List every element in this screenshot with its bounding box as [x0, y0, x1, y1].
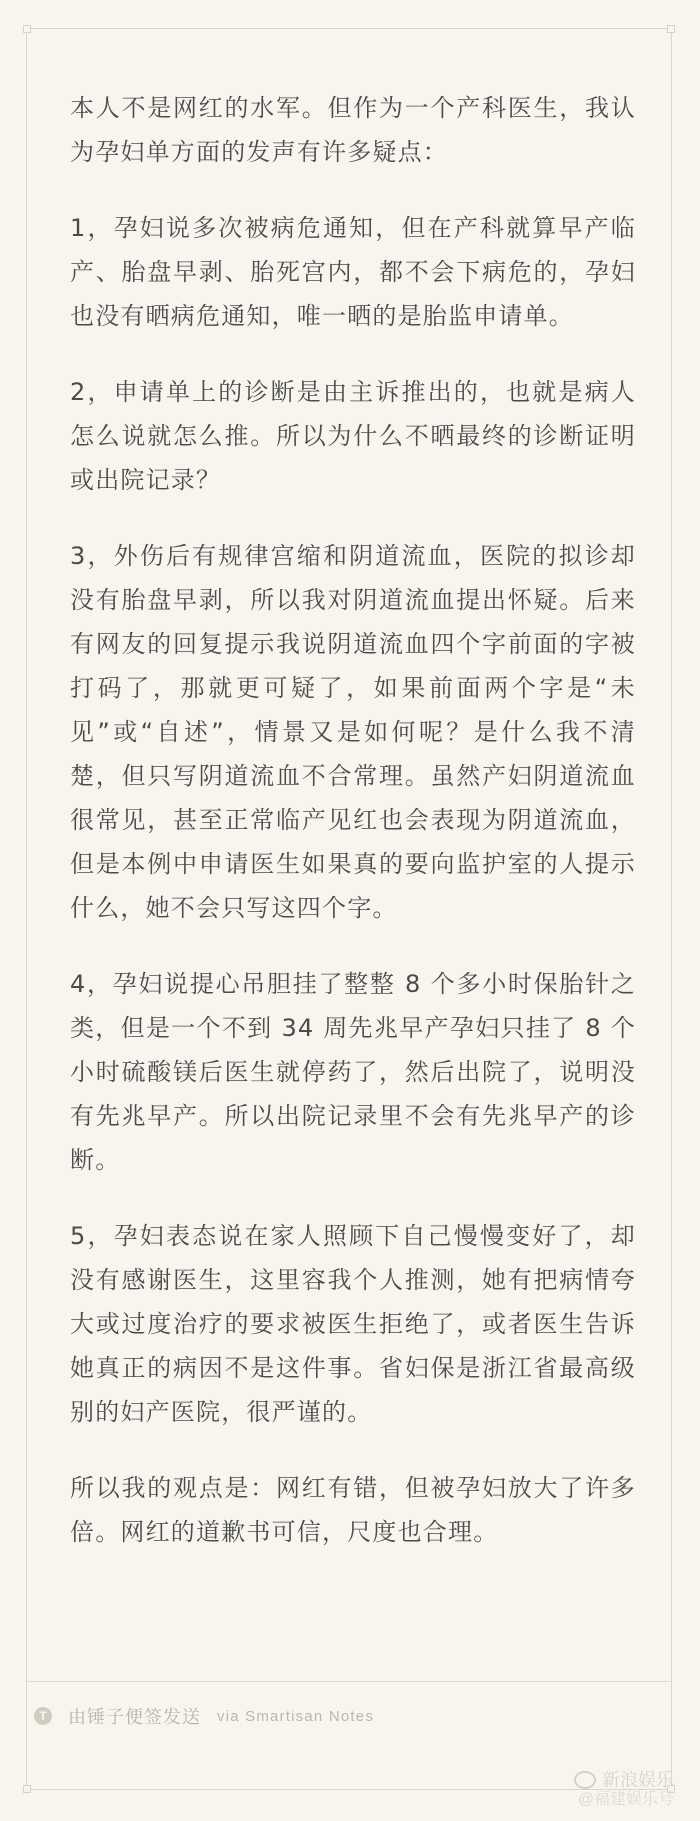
note-footer: [34, 1703, 374, 1729]
footer-divider: [26, 1681, 672, 1682]
note-paragraph-4: 4，孕妇说提心吊胆挂了整整 8 个多小时保胎针之类，但是一个不到 34 周先兆早产孕妇只挂了 8 个小时硫酸镁后医生就停药了，然后出院了，说明没有先兆早产。所以出院记录里不会有先兆早产的诊断。: [70, 970, 636, 1174]
note-paragraph-5: 5，孕妇表态说在家人照顾下自己慢慢变好了，却没有感谢医生，这里容我个人推测，她有把病情夸大或过度治疗的要求被医生拒绝了，或者医生告诉她真正的病因不是这件事。省妇保是浙江省最高级别的妇产医院，很严谨的。: [70, 1222, 636, 1426]
weibo-logo-icon: [574, 1771, 596, 1789]
note-paragraph-3: 3，外伤后有规律宫缩和阴道流血，医院的拟诊却没有胎盘早剥，所以我对阴道流血提出怀疑。后来有网友的回复提示我说阴道流血四个字前面的字被打码了，那就更可疑了，如果前面两个字是“未见”或“自述”，情景又是如何呢？是什么我不清楚，但只写阴道流血不合常理。虽然产妇阴道流血很常见，甚至正常临产见红也会表现为阴道流血，但是本例中申请医生如果真的要向监护室的人提示什么，她不会只写这四个字。: [70, 542, 636, 922]
note-content: [70, 86, 636, 1586]
frame-corner: [23, 1785, 31, 1793]
footer-source-label-en: via Smartisan Notes: [217, 1707, 375, 1725]
watermark-brand: 新浪娱乐: [602, 1770, 674, 1790]
frame-corner: [23, 25, 31, 33]
note-paragraph-2: 2，申请单上的诊断是由主诉推出的，也就是病人怎么说就怎么推。所以为什么不晒最终的诊断证明或出院记录？: [70, 378, 636, 494]
footer-source-label: 由锤子便签发送: [68, 1707, 201, 1728]
note-paragraph-1: 1，孕妇说多次被病危通知，但在产科就算早产临产、胎盘早剥、胎死宫内，都不会下病危的，孕妇也没有晒病危通知，唯一晒的是胎监申请单。: [70, 214, 636, 330]
weibo-watermark: [574, 1770, 674, 1810]
frame-corner: [667, 25, 675, 33]
note-paragraph-intro: 本人不是网红的水军。但作为一个产科医生，我认为孕妇单方面的发声有许多疑点：: [70, 94, 636, 166]
smartisan-t-icon: T: [34, 1707, 52, 1725]
watermark-account: @福建娱乐号: [577, 1791, 674, 1808]
note-paragraph-conclusion: 所以我的观点是：网红有错，但被孕妇放大了许多倍。网红的道歉书可信，尺度也合理。: [70, 1474, 636, 1546]
